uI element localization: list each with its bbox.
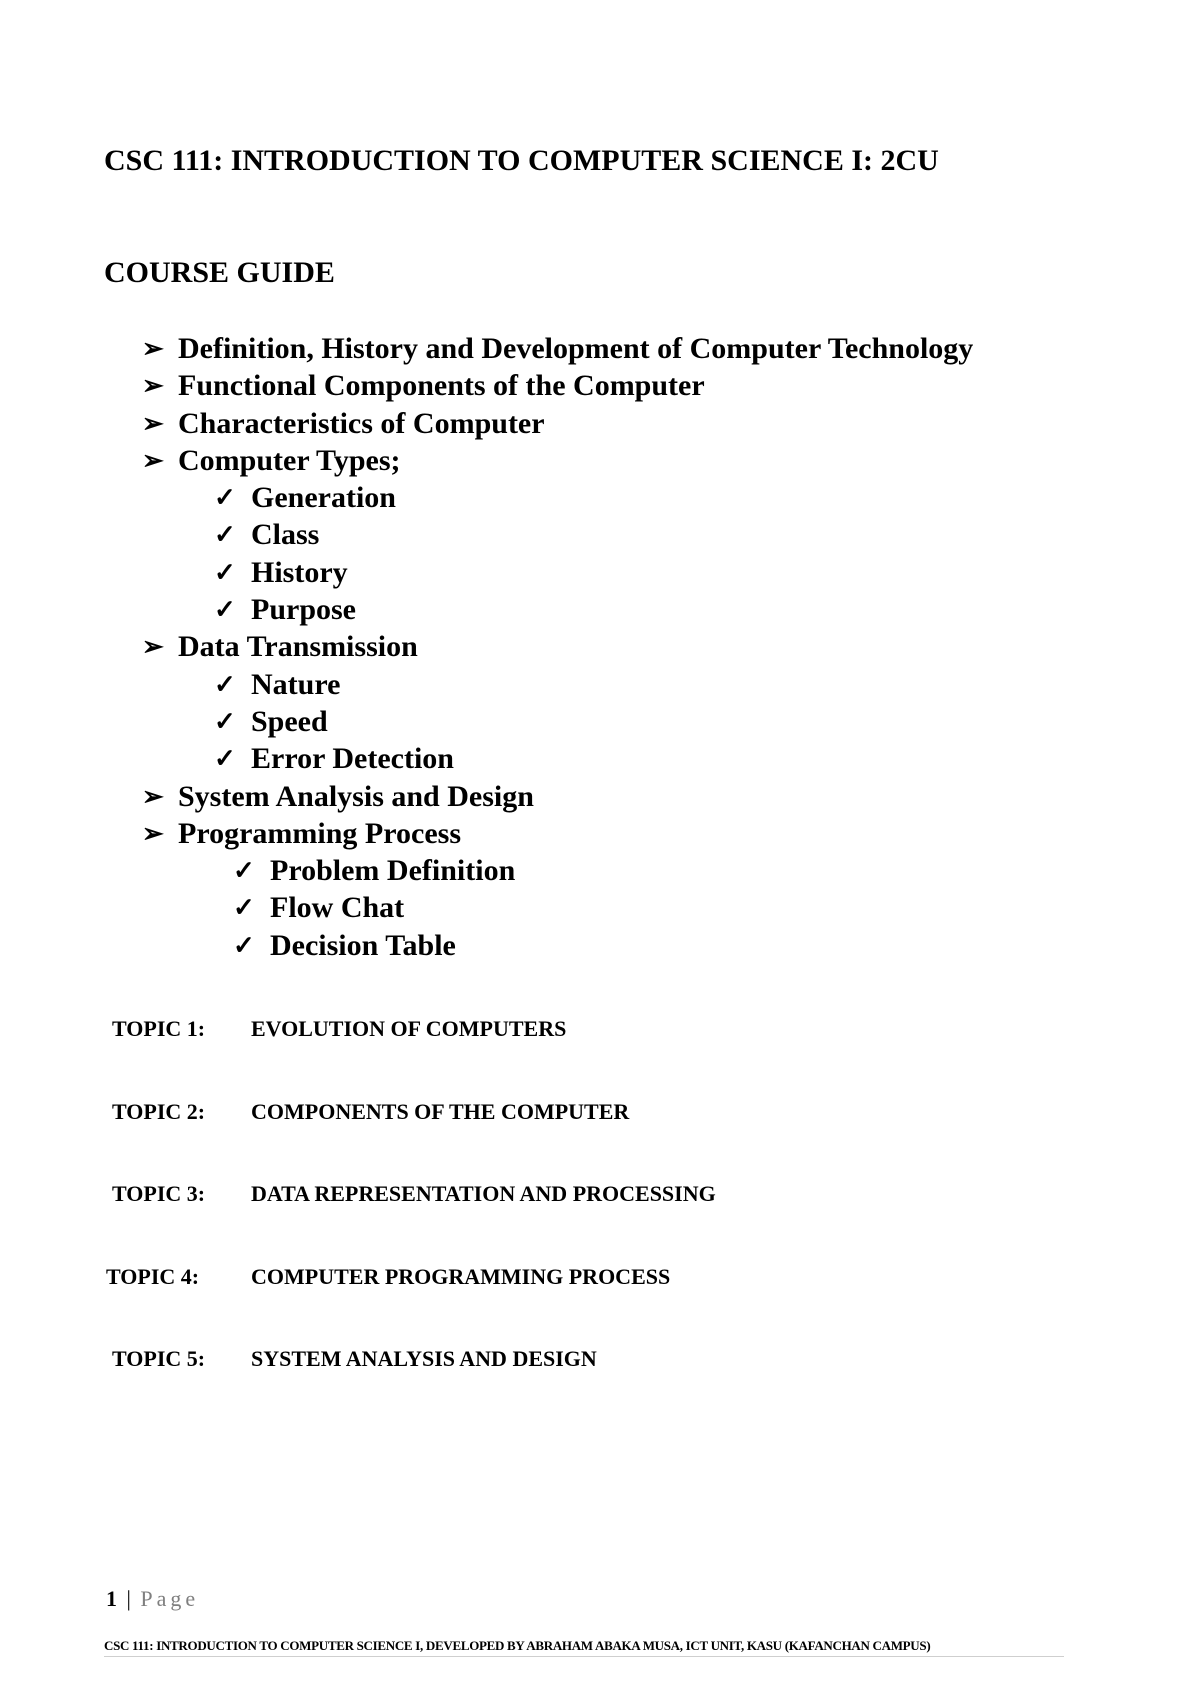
course-outline <box>0 330 1200 964</box>
topic-label: TOPIC 5: <box>112 1346 206 1371</box>
outline-item-text: Definition, History and Development of Computer Technology <box>178 332 974 365</box>
topic-title: EVOLUTION OF COMPUTERS <box>251 1016 567 1041</box>
checkmark-icon: ✓ <box>214 669 236 699</box>
outline-item <box>0 778 1200 815</box>
arrow-bullet-icon: ➢ <box>142 781 164 811</box>
outline-subitem-text: Decision Table <box>270 928 456 962</box>
topic-label: TOPIC 2: <box>112 1098 206 1124</box>
outline-subitem <box>0 703 1200 740</box>
outline-subitem <box>0 554 1200 591</box>
page-number-value: 1 <box>106 1586 117 1611</box>
topic-title: COMPUTER PROGRAMMING PROCESS <box>251 1263 671 1289</box>
outline-subitem-text: Speed <box>251 704 328 738</box>
arrow-bullet-icon: ➢ <box>142 632 164 662</box>
outline-subitem-text: Class <box>251 518 320 552</box>
arrow-bullet-icon: ➢ <box>142 818 164 848</box>
topic-label: TOPIC 4: <box>106 1263 200 1289</box>
outline-item-text: Functional Components of the Computer <box>178 369 705 403</box>
checkmark-icon: ✓ <box>214 595 236 625</box>
outline-subitem <box>0 889 1200 926</box>
arrow-bullet-icon: ➢ <box>142 408 164 438</box>
arrow-bullet-icon: ➢ <box>142 445 164 475</box>
arrow-bullet-icon: ➢ <box>142 371 164 401</box>
page-number <box>106 1586 199 1612</box>
outline-subitem <box>0 927 1200 964</box>
topic-row <box>0 1016 1200 1099</box>
outline-item-text: Characteristics of Computer <box>178 406 545 440</box>
outline-subitem <box>0 666 1200 703</box>
topic-label: TOPIC 1: <box>112 1016 206 1041</box>
outline-subitem-text: Flow Chat <box>270 891 405 925</box>
topic-list <box>0 1016 1200 1429</box>
topic-row <box>0 1264 1200 1347</box>
outline-item <box>0 330 1200 367</box>
checkmark-icon: ✓ <box>233 930 255 960</box>
outline-subitem-text: Problem Definition <box>270 854 516 888</box>
outline-item <box>0 405 1200 442</box>
outline-subitem <box>0 740 1200 777</box>
topic-title: COMPONENTS OF THE COMPUTER <box>251 1098 630 1124</box>
outline-item-text: Programming Process <box>178 816 461 850</box>
outline-subitem-text: Nature <box>251 667 341 701</box>
checkmark-icon: ✓ <box>214 706 236 736</box>
topic-label: TOPIC 3: <box>112 1181 206 1206</box>
outline-item <box>0 628 1200 665</box>
outline-subitem <box>0 479 1200 516</box>
outline-item <box>0 815 1200 852</box>
outline-subitem <box>0 852 1200 889</box>
checkmark-icon: ✓ <box>214 520 236 550</box>
document-title: CSC 111: INTRODUCTION TO COMPUTER SCIENCE I: 2CU <box>104 144 939 177</box>
topic-row <box>0 1099 1200 1182</box>
outline-item-text: Data Transmission <box>178 630 418 664</box>
outline-item-text: System Analysis and Design <box>178 779 534 813</box>
checkmark-icon: ✓ <box>214 744 236 774</box>
document-footer: CSC 111: INTRODUCTION TO COMPUTER SCIENCE I, DEVELOPED BY ABRAHAM ABAKA MUSA, ICT UNIT, KASU (KAFANCHAN CAMPUS) <box>104 1638 1064 1657</box>
outline-subitem <box>0 516 1200 553</box>
topic-title: SYSTEM ANALYSIS AND DESIGN <box>251 1346 597 1371</box>
topic-row <box>0 1346 1200 1429</box>
checkmark-icon: ✓ <box>214 483 236 513</box>
outline-item <box>0 367 1200 404</box>
checkmark-icon: ✓ <box>233 856 255 886</box>
outline-subitem-text: Generation <box>251 481 396 515</box>
page-number-separator: | <box>126 1586 131 1611</box>
checkmark-icon: ✓ <box>214 557 236 587</box>
outline-subitem <box>0 591 1200 628</box>
arrow-bullet-icon: ➢ <box>142 334 164 363</box>
outline-item <box>0 442 1200 479</box>
outline-subitem-text: History <box>251 555 348 589</box>
checkmark-icon: ✓ <box>233 893 255 923</box>
topic-row <box>0 1181 1200 1264</box>
outline-item-text: Computer Types; <box>178 443 401 477</box>
topic-title: DATA REPRESENTATION AND PROCESSING <box>251 1181 716 1206</box>
outline-subitem-text: Purpose <box>251 593 356 627</box>
outline-subitem-text: Error Detection <box>251 742 454 776</box>
page-word: Page <box>140 1586 200 1611</box>
course-guide-heading: COURSE GUIDE <box>104 256 335 289</box>
